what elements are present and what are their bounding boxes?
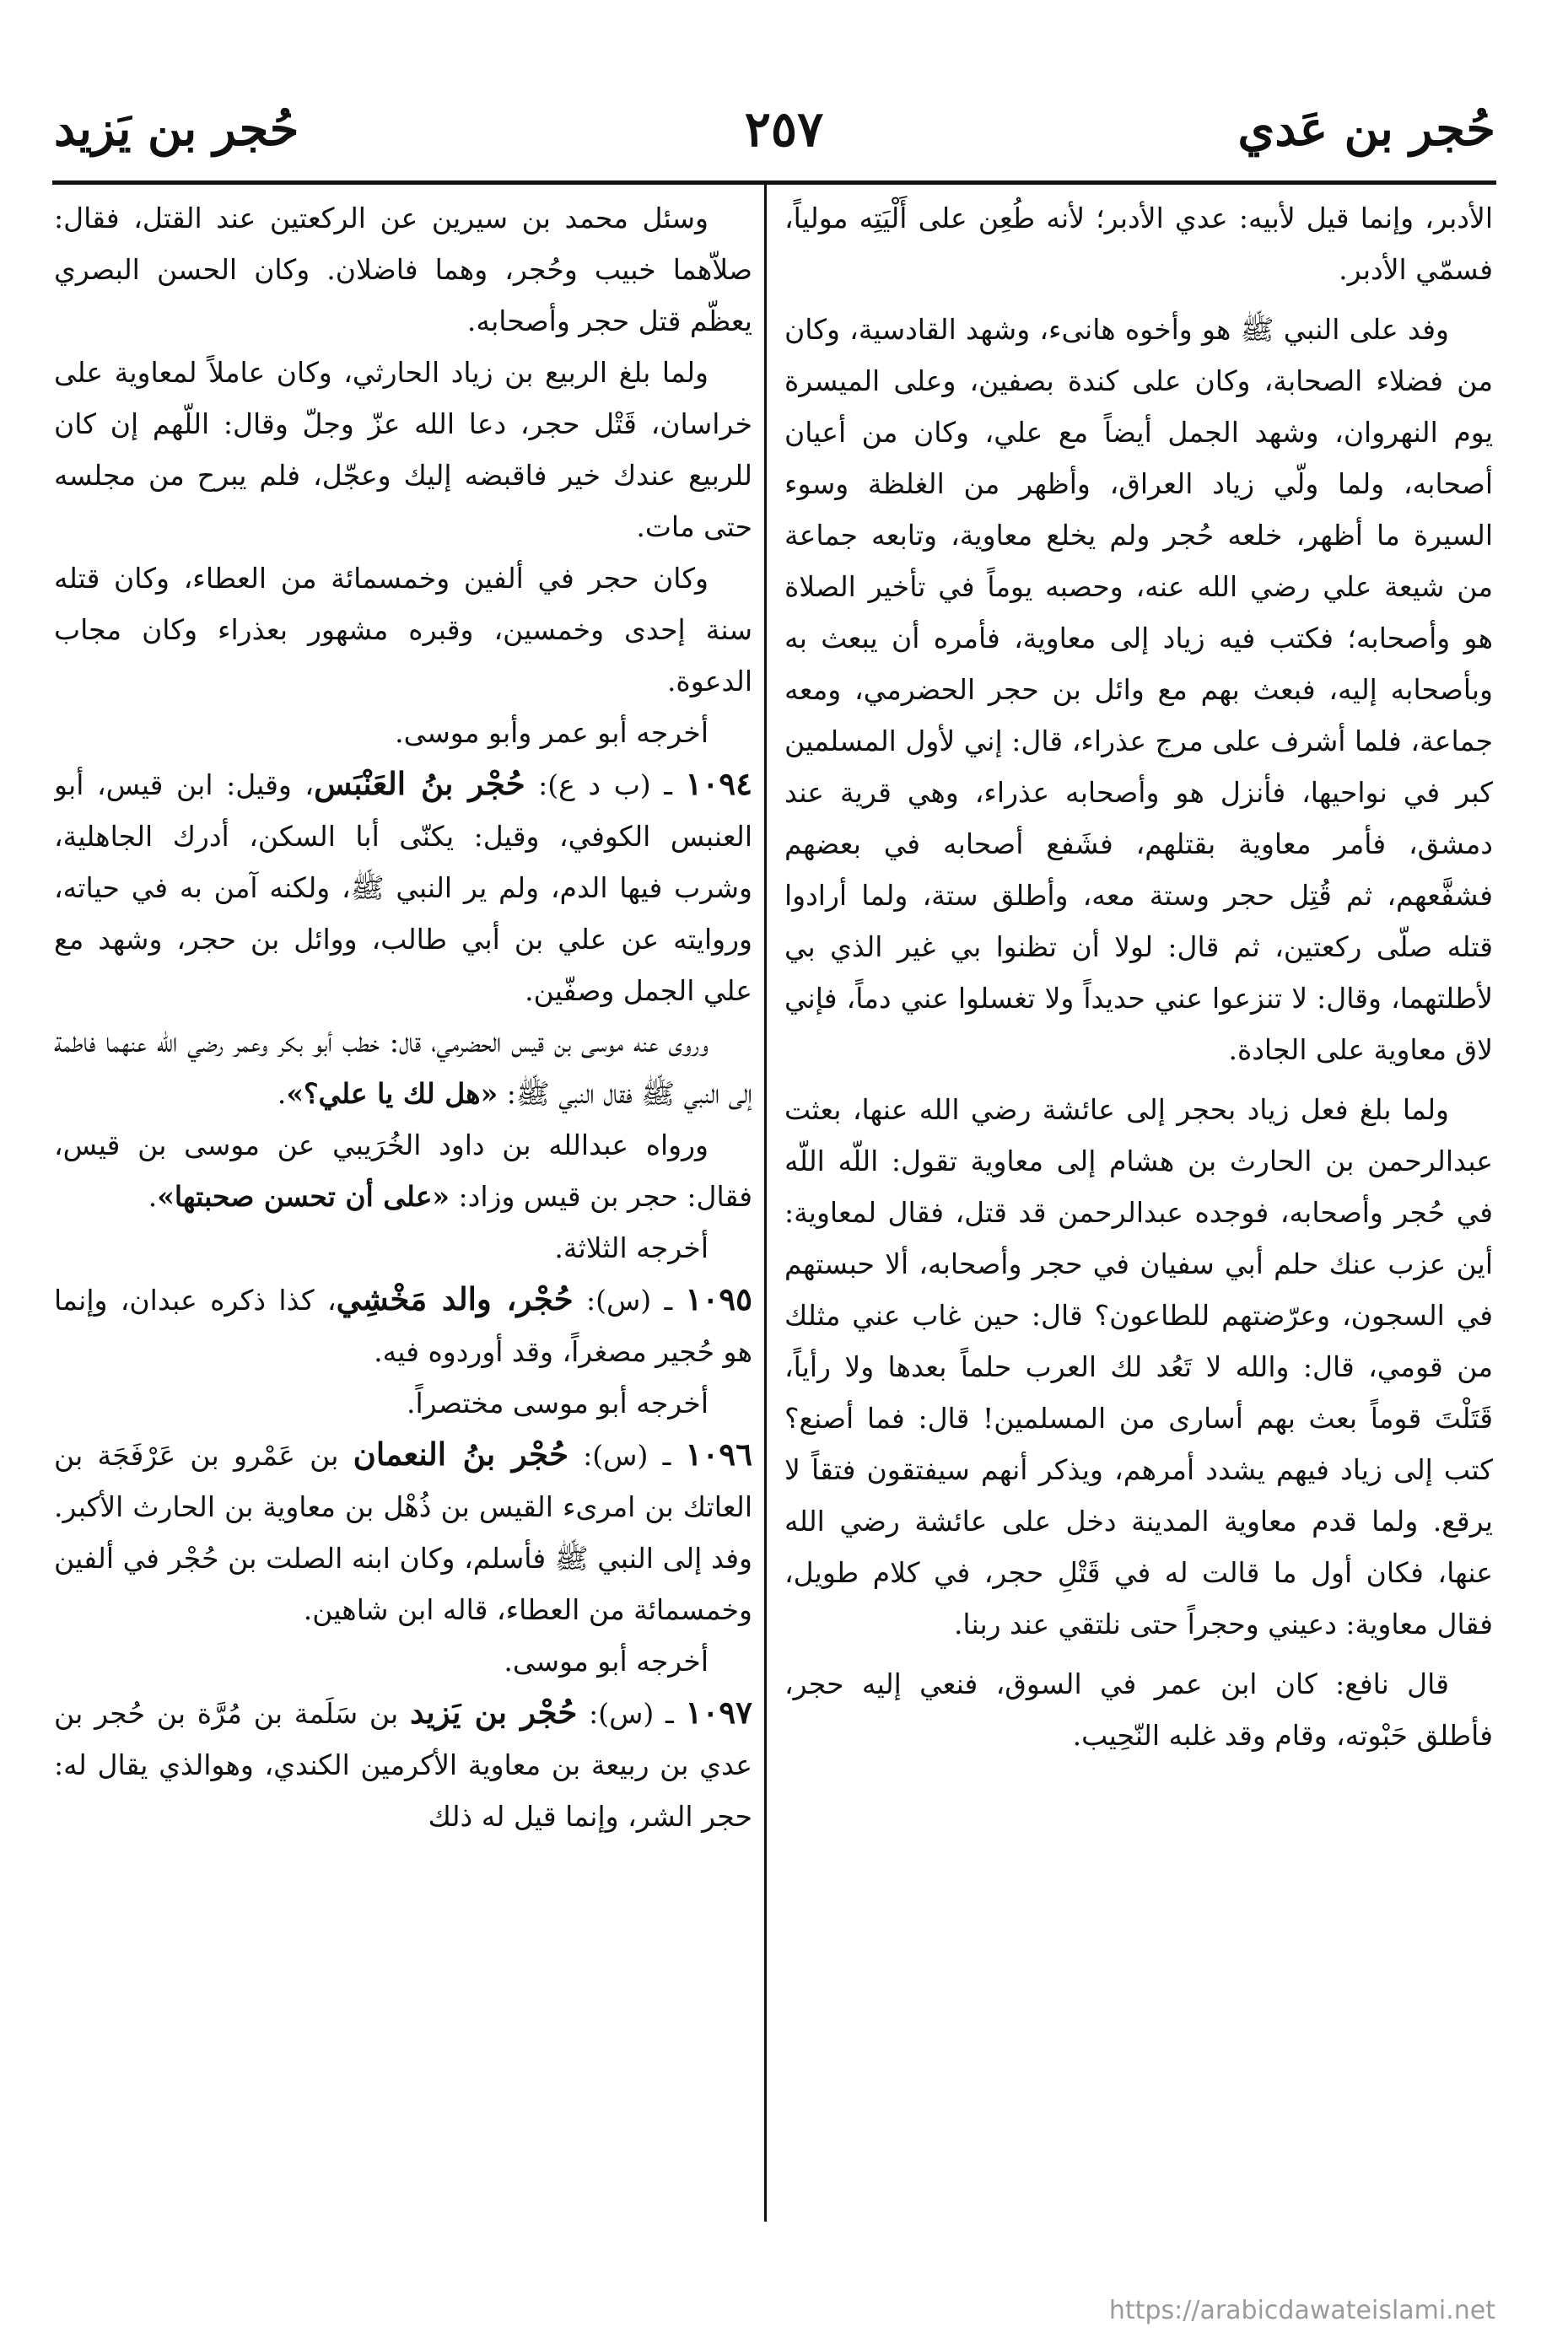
entry-code: ـ (س): xyxy=(585,1284,673,1317)
hadith-quote: «هل لك يا علي؟» xyxy=(286,1077,498,1110)
paragraph: الأدبر، وإنما قيل لأبيه: عدي الأدبر؛ لأنه طُعِن على أَلْيَتِه مولياً، فسمّي الأدبر. xyxy=(784,202,1493,286)
entry-code: ـ (ب د ع): xyxy=(538,768,672,801)
page-number: ٢٥٧ xyxy=(744,100,824,158)
entry-name: حُجْر بنُ النعمان xyxy=(353,1436,568,1473)
paragraph: أخرجه أبو موسى. xyxy=(504,1645,709,1678)
entry-text: بن عَمْرو بن عَرْفَجَة بن العاتك بن امرىء القيس بن ذُهْل بن معاوية بن الحارث الأكبر. وفد إلى النبي ﷺ فأسلم، وكان ابنه الصلت بن حُجْر في ألفين وخمسمائة من العطاء، قاله ابن شاهين. xyxy=(54,1439,752,1626)
running-head-right: حُجر بن عَدي xyxy=(1237,101,1495,157)
entry-number: ١٠٩٥ xyxy=(685,1280,752,1317)
paragraph: وكان حجر في ألفين وخمسمائة من العطاء، وكان قتله سنة إحدى وخمسين، وقبره مشهور بعذراء وكان مجاب الدعوة. xyxy=(54,562,752,698)
paragraph: وفد على النبي ﷺ هو وأخوه هانىء، وشهد القادسية، وكان من فضلاء الصحابة، وكان على كندة بصفين، وعلى الميسرة يوم النهروان، وشهد الجمل أيضاً مع علي، وكان من أعيان أصحابه، ولما ولّي زياد العراق، وأظهر من الغلظة وسوء السيرة ما أظهر، خلعه حُجر ولم يخلع معاوية، وتابعه جماعة من شيعة علي رضي الله عنه، وحصبه يوماً في تأخير الصلاة هو وأصحابه؛ فكتب فيه زياد إلى معاوية، فأمره أن يبعث به وبأصحابه إليه، فبعث بهم مع وائل بن حجر الحضرمي، ومعه جماعة، فلما أشرف على مرج عذراء، قال: إني لأول المسلمين كبر في نواحيها، فأنزل هو وأصحابه عذراء، وهي قرية عند دمشق، فأمر معاوية بقتلهم، فشَفع أصحابه في بعضهم فشفَّعهم، ثم قُتِل حجر وستة معه، وأطلق ستة، ولما أرادوا قتله صلّى ركعتين، ثم قال: لولا أن تظنوا بي غير الذي بي لأطلتهما، وقال: لا تنزعوا عني حديداً ولا تغسلوا عني دماً، فإني لاق معاوية على الجادة. xyxy=(784,313,1493,1066)
entry-1097 xyxy=(54,1687,752,1842)
entry-1096 xyxy=(54,1429,752,1635)
entry-number: ١٠٩٧ xyxy=(685,1694,752,1731)
entry-number: ١٠٩٦ xyxy=(685,1436,752,1473)
header-rule xyxy=(52,180,1496,185)
paragraph: وسئل محمد بن سيرين عن الركعتين عند القتل، فقال: صلاّهما خبيب وحُجر، وهما فاضلان. وكان الحسن البصري يعظّم قتل حجر وأصحابه. xyxy=(54,202,752,337)
paragraph: قال نافع: كان ابن عمر في السوق، فنعي إليه حجر، فأطلق حَبْوته، وقام وقد غلبه النّحِيب. xyxy=(784,1667,1493,1752)
paragraph: وروى عنه موسى بن قيس الحضرمي، قال: خطب أبو بكر وعمر رضي الله عنهما فاطمة إلى النبي ﷺ فقال النبي ﷺ: «هل لك يا علي؟». xyxy=(54,1026,752,1110)
paragraph: أخرجه الثلاثة. xyxy=(554,1231,709,1264)
entry-text: ، كذا ذكره عبدان، وإنما هو حُجير مصغراً، وقد أوردوه فيه. xyxy=(54,1284,752,1368)
entry-text: بن سَلَمة بن مُرَّة بن حُجر بن عدي بن ربيعة بن معاوية الأكرمين الكندي، وهوالذي يقال له: حجر الشر، وإنما قيل له ذلك xyxy=(54,1697,752,1833)
entry-number: ١٠٩٤ xyxy=(685,765,752,802)
entry-text: ، وقيل: ابن قيس، أبو العنبس الكوفي، وقيل: يكنّى أبا السكن، أدرك الجاهلية، وشرب فيها الدم، ولم ير النبي ﷺ، ولكنه آمن به في حياته، وروايته عن علي بن أبي طالب، ووائل بن حجر، وشهد مع علي الجمل وصفّين. xyxy=(54,768,752,1007)
paragraph: ورواه عبدالله بن داود الخُرَيبي عن موسى بن قيس، فقال: حجر بن قيس وزاد: «على أن تحسن صحبتها». xyxy=(54,1129,752,1213)
entry-name: حُجْر بنُ العَنْبَس xyxy=(314,765,525,802)
paragraph: ولما بلغ فعل زياد بحجر إلى عائشة رضي الله عنها، بعثت عبدالرحمن بن الحارث بن هشام إلى معاوية تقول: اللّه اللّه في حُجر وأصحابه، فوجده عبدالرحمن قد قتل، فقال لمعاوية: أين عزب عنك حلم أبي سفيان في حجر وأصحابه، ألا حبستهم في السجون، وعرّضتهم للطاعون؟ قال: حين غاب عني مثلك من قومي، قال: والله لا تَعُد لك العرب حلماً بعدها ولا رأياً، قَتَلْتَ قوماً بعث بهم أسارى من المسلمين! قال: فما أصنع؟ كتب إلى زياد فيهم يشدد أمرهم، ويذكر أنهم سيفتقون فتقاً لا يرقع. ولما قدم معاوية المدينة دخل على عائشة رضي الله عنها، فكان أول ما قالت له في قَتْلِ حجر، في كلام طويل، فقال معاوية: دعيني وحجراً حتى نلتقي عند ربنا. xyxy=(784,1093,1493,1640)
hadith-quote: «على أن تحسن صحبتها» xyxy=(157,1180,450,1213)
entry-name: حُجْر، والد مَخْشِي xyxy=(336,1280,574,1317)
left-column xyxy=(54,192,752,2225)
entry-code: ـ (س): xyxy=(583,1439,671,1472)
entry-1094 xyxy=(54,758,752,1016)
running-head-left: حُجر بن يَزيد xyxy=(54,101,299,157)
column-divider xyxy=(764,180,767,2222)
paragraph: ولما بلغ الربيع بن زياد الحارثي، وكان عاملاً لمعاوية على خراسان، قَتْل حجر، دعا الله عزّ وجلّ وقال: اللّهم إن كان للربيع عندك خير فاقبضه إليك وعجّل، فلم يبرح من مجلسه حتى مات. xyxy=(54,356,752,543)
paragraph: أخرجه أبو عمر وأبو موسى. xyxy=(395,716,709,749)
entry-code: ـ (س): xyxy=(589,1697,674,1730)
right-column xyxy=(784,192,1493,2225)
entry-name: حُجْر بن يَزيد xyxy=(409,1694,578,1731)
watermark-url: https://arabicdawateislami.net xyxy=(1108,2296,1495,2325)
entry-1095 xyxy=(54,1274,752,1377)
paragraph: أخرجه أبو موسى مختصراً. xyxy=(406,1387,709,1420)
